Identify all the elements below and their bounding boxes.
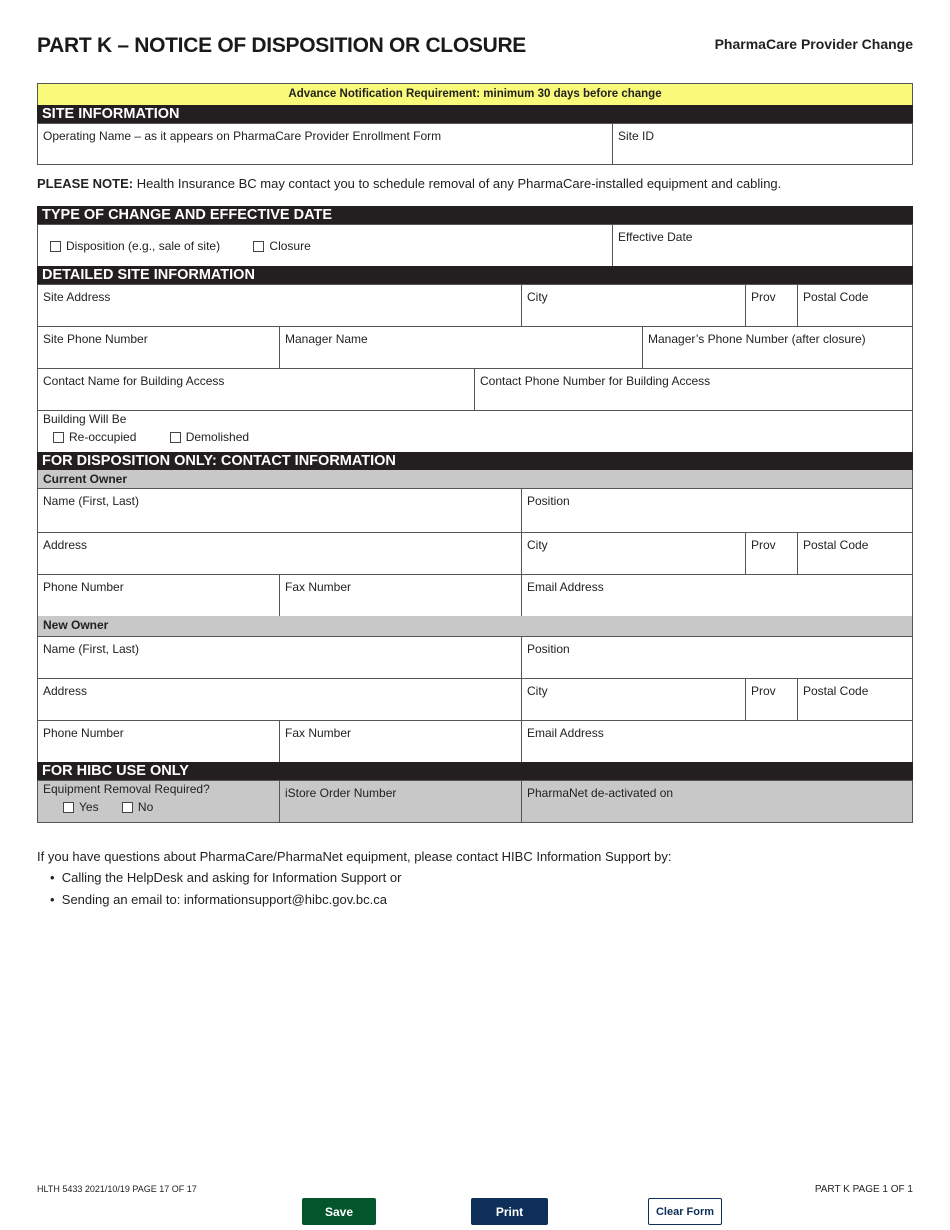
field-label: Prov [751, 538, 776, 552]
contact-phone-field[interactable] [474, 368, 913, 411]
manager-name-field[interactable] [279, 326, 643, 369]
field-label: Email Address [527, 580, 604, 594]
contact-name-field[interactable] [37, 368, 475, 411]
note-text: Health Insurance BC may contact you to schedule removal of any PharmaCare-installed equipment and cabling. [133, 176, 782, 191]
field-label: iStore Order Number [285, 786, 397, 800]
new-owner-fax-field[interactable] [279, 720, 522, 763]
field-label: Position [527, 642, 570, 656]
clear-form-button[interactable]: Clear Form [648, 1198, 722, 1225]
current-owner-email-field[interactable] [521, 574, 913, 617]
current-owner-fax-field[interactable] [279, 574, 522, 617]
current-owner-address-field[interactable] [37, 532, 522, 575]
new-owner-prov-field[interactable] [745, 678, 798, 721]
checkbox-label: Closure [269, 239, 311, 253]
checkbox-icon [53, 432, 64, 443]
demolished-checkbox[interactable] [170, 430, 249, 444]
checkbox-icon [253, 241, 264, 252]
bullet-text: Sending an email to: informationsupport@hibc.gov.bc.ca [61, 892, 387, 907]
field-label: Equipment Removal Required? [43, 782, 210, 796]
field-label: Prov [751, 684, 776, 698]
field-label: Postal Code [803, 538, 869, 552]
field-label: Phone Number [43, 726, 124, 740]
pharmanet-deactivated-field[interactable] [521, 780, 913, 823]
checkbox-icon [170, 432, 181, 443]
site-id-field[interactable] [612, 123, 913, 165]
field-label: Manager’s Phone Number (after closure) [648, 332, 866, 346]
no-checkbox[interactable] [122, 800, 153, 814]
effective-date-field[interactable] [612, 224, 913, 267]
field-label: Contact Phone Number for Building Access [480, 374, 711, 388]
current-owner-position-field[interactable] [521, 488, 913, 533]
field-label: Fax Number [285, 726, 352, 740]
building-will-be-row [37, 410, 913, 453]
advance-notice-banner: Advance Notification Requirement: minimum 30 days before change [37, 83, 913, 106]
field-label: Site Phone Number [43, 332, 148, 346]
checkbox-label: No [137, 800, 154, 814]
type-of-change-header: TYPE OF CHANGE AND EFFECTIVE DATE [37, 206, 913, 224]
print-button[interactable]: Print [471, 1198, 548, 1225]
new-owner-position-field[interactable] [521, 636, 913, 679]
yes-checkbox[interactable] [63, 800, 99, 814]
manager-phone-field[interactable] [642, 326, 913, 369]
field-label: Building Will Be [43, 412, 127, 426]
field-label: PharmaNet de-activated on [527, 786, 674, 800]
new-owner-address-field[interactable] [37, 678, 522, 721]
save-button[interactable]: Save [302, 1198, 376, 1225]
current-owner-prov-field[interactable] [745, 532, 798, 575]
detailed-site-header: DETAILED SITE INFORMATION [37, 266, 913, 284]
form-subtitle: PharmaCare Provider Change [714, 36, 913, 52]
footer-page: PART K PAGE 1 OF 1 [814, 1184, 913, 1195]
checkbox-label: Disposition (e.g., sale of site) [66, 239, 221, 253]
hibc-use-header: FOR HIBC USE ONLY [37, 762, 913, 780]
site-city-field[interactable] [521, 284, 746, 327]
field-label: Email Address [527, 726, 604, 740]
new-owner-name-field[interactable] [37, 636, 522, 679]
closure-checkbox[interactable] [253, 239, 310, 253]
field-label: Contact Name for Building Access [43, 374, 225, 388]
info-bullet-2: • Sending an email to: informationsupport@hibc.gov.bc.ca [50, 892, 387, 907]
site-postal-field[interactable] [797, 284, 913, 327]
field-label: Site Address [43, 290, 111, 304]
note-label: PLEASE NOTE: [37, 176, 134, 191]
disposition-contact-header: FOR DISPOSITION ONLY: CONTACT INFORMATION [37, 452, 913, 470]
site-phone-field[interactable] [37, 326, 280, 369]
field-label: Prov [751, 290, 776, 304]
current-owner-subheader: Current Owner [37, 470, 913, 488]
field-label: Name (First, Last) [43, 642, 140, 656]
field-label: City [527, 538, 548, 552]
change-type-row [37, 224, 613, 267]
field-label: Postal Code [803, 290, 869, 304]
field-label: City [527, 290, 548, 304]
please-note [37, 176, 781, 191]
checkbox-label: Re-occupied [69, 430, 137, 444]
site-information-header: SITE INFORMATION [37, 105, 913, 123]
new-owner-subheader: New Owner [37, 616, 913, 636]
new-owner-postal-field[interactable] [797, 678, 913, 721]
bullet-text: Calling the HelpDesk and asking for Information Support or [61, 870, 402, 885]
page-title: PART K – NOTICE OF DISPOSITION OR CLOSURE [37, 34, 527, 57]
operating-name-field[interactable] [37, 123, 613, 165]
checkbox-label: Demolished [185, 430, 250, 444]
field-label: Name (First, Last) [43, 494, 140, 508]
info-bullet-1: • Calling the HelpDesk and asking for Information Support or [50, 870, 402, 885]
field-label: Address [43, 538, 88, 552]
field-label: City [527, 684, 548, 698]
current-owner-postal-field[interactable] [797, 532, 913, 575]
disposition-checkbox[interactable] [50, 239, 220, 253]
new-owner-email-field[interactable] [521, 720, 913, 763]
current-owner-city-field[interactable] [521, 532, 746, 575]
current-owner-phone-field[interactable] [37, 574, 280, 617]
current-owner-name-field[interactable] [37, 488, 522, 533]
field-label: Fax Number [285, 580, 352, 594]
info-intro: If you have questions about PharmaCare/PharmaNet equipment, please contact HIBC Information Support by: [37, 849, 672, 864]
checkbox-icon [50, 241, 61, 252]
new-owner-phone-field[interactable] [37, 720, 280, 763]
field-label: Operating Name – as it appears on PharmaCare Provider Enrollment Form [43, 129, 442, 143]
istore-order-field[interactable] [279, 780, 522, 823]
checkbox-icon [122, 802, 133, 813]
equipment-removal-field [37, 780, 280, 823]
checkbox-label: Yes [79, 800, 99, 814]
reoccupied-checkbox[interactable] [53, 430, 136, 444]
checkbox-icon [63, 802, 74, 813]
field-label: Site ID [618, 129, 655, 143]
new-owner-city-field[interactable] [521, 678, 746, 721]
field-label: Manager Name [285, 332, 368, 346]
field-label: Effective Date [618, 230, 693, 244]
field-label: Address [43, 684, 88, 698]
footer-form-id: HLTH 5433 2021/10/19 PAGE 17 OF 17 [37, 1184, 197, 1194]
field-label: Postal Code [803, 684, 869, 698]
field-label: Position [527, 494, 570, 508]
site-prov-field[interactable] [745, 284, 798, 327]
field-label: Phone Number [43, 580, 124, 594]
site-address-field[interactable] [37, 284, 522, 327]
